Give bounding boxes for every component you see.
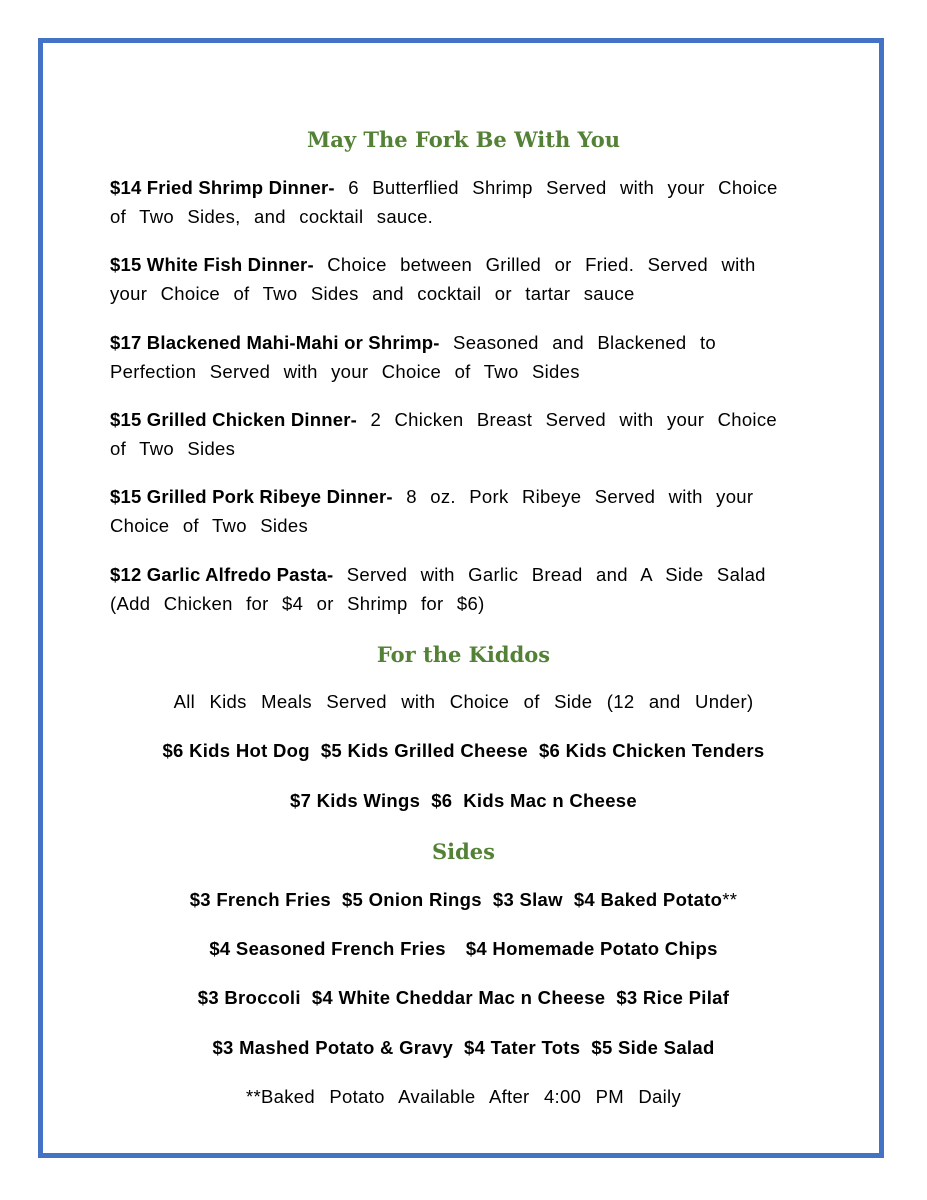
item-name: $15 Grilled Pork Ribeye Dinner- [110, 486, 393, 507]
side-item: $4 Homemade Potato Chips [465, 938, 718, 959]
sides-row-3 [0, 987, 927, 1009]
side-item: $3 French Fries [189, 889, 331, 910]
side-item: $5 Onion Rings [341, 889, 482, 910]
kids-item: $6 Kids Chicken Tenders [538, 740, 765, 761]
side-item: $5 Side Salad [591, 1037, 715, 1058]
menu-item-alfredo [110, 561, 805, 618]
section-title-kids: For the Kiddos [376, 642, 551, 667]
menu-item-white-fish [110, 251, 790, 308]
section-title-main: May The Fork Be With You [307, 127, 620, 152]
menu-item-grilled-chicken [110, 406, 812, 463]
item-desc-1: Seasoned and Blackened to [439, 332, 716, 353]
item-name: $15 Grilled Chicken Dinner- [110, 409, 358, 430]
sides-row-2 [0, 938, 927, 960]
kids-item: $6 Kids Hot Dog [162, 740, 310, 761]
side-item: $3 Rice Pilaf [616, 987, 730, 1008]
section-title-sides: Sides [431, 839, 495, 864]
kids-item: $6 Kids Mac n Cheese [431, 790, 637, 811]
side-footnote-mark: ** [722, 889, 738, 910]
item-name: $15 White Fish Dinner- [110, 254, 314, 275]
side-item: $3 Broccoli [197, 987, 301, 1008]
item-desc-2: of Two Sides [110, 437, 236, 459]
item-desc-2: Perfection Served with your Choice of Two Sides [110, 360, 580, 382]
item-desc-1: Served with Garlic Bread and A Side Salad [333, 564, 766, 585]
side-item: $4 Baked Potato [573, 889, 723, 910]
side-item: $4 Tater Tots [464, 1037, 581, 1058]
sides-row-1 [0, 889, 927, 911]
kids-row-2 [0, 790, 927, 812]
menu-item-blackened [110, 329, 750, 386]
item-desc-2: (Add Chicken for $4 or Shrimp for $6) [110, 592, 485, 614]
menu-item-fried-shrimp [110, 174, 812, 231]
item-desc-1: 6 Butterflied Shrimp Served with your Choice [334, 177, 778, 198]
item-desc-2: Choice of Two Sides [110, 514, 309, 536]
item-name: $17 Blackened Mahi-Mahi or Shrimp- [110, 332, 440, 353]
item-name: $14 Fried Shrimp Dinner- [110, 177, 335, 198]
side-item: $4 White Cheddar Mac n Cheese [311, 987, 606, 1008]
kids-row-1 [0, 740, 927, 762]
item-desc-1: Choice between Grilled or Fried. Served with [313, 254, 756, 275]
kids-item: $5 Kids Grilled Cheese [320, 740, 528, 761]
side-item: $3 Mashed Potato & Gravy [212, 1037, 454, 1058]
item-desc-2: your Choice of Two Sides and cocktail or tartar sauce [110, 282, 635, 304]
kids-note: All Kids Meals Served with Choice of Side (12 and Under) [173, 691, 754, 712]
side-item: $4 Seasoned French Fries [209, 938, 446, 959]
item-desc-1: 2 Chicken Breast Served with your Choice [357, 409, 777, 430]
item-desc-1: 8 oz. Pork Ribeye Served with your [392, 486, 754, 507]
sides-row-4 [0, 1037, 927, 1059]
item-desc-2: of Two Sides, and cocktail sauce. [110, 205, 434, 227]
item-name: $12 Garlic Alfredo Pasta- [110, 564, 334, 585]
side-item: $3 Slaw [492, 889, 563, 910]
baked-potato-footnote: **Baked Potato Available After 4:00 PM Daily [245, 1086, 682, 1107]
menu-item-pork-ribeye [110, 483, 790, 540]
kids-item: $7 Kids Wings [290, 790, 421, 811]
